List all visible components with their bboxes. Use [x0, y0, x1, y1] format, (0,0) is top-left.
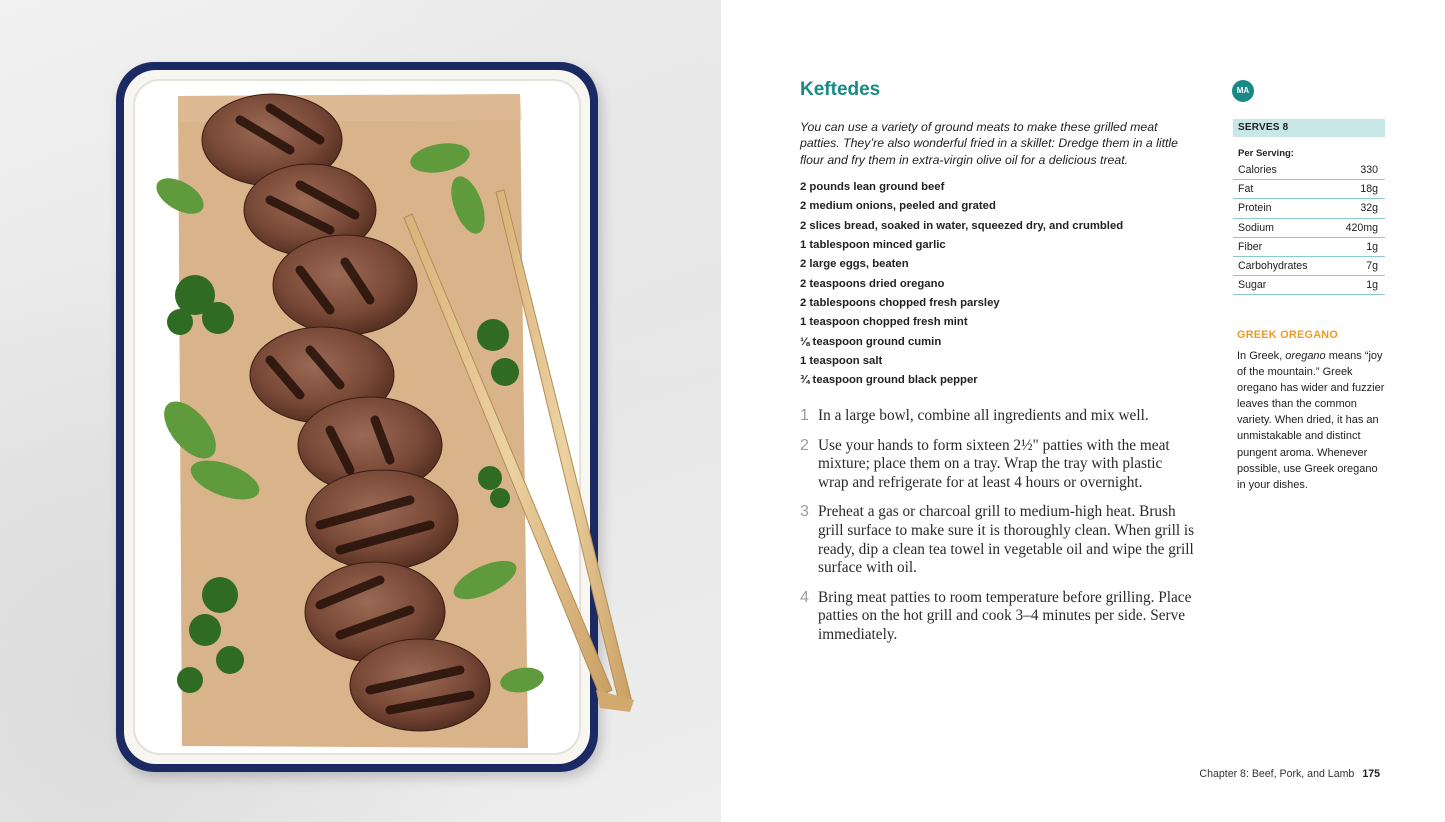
- nutrient-value: 420mg: [1345, 221, 1378, 234]
- nutrition-box: [1233, 119, 1385, 295]
- ingredient-item: ⅛ teaspoon ground cumin: [800, 335, 942, 348]
- nutrition-row: [1233, 161, 1385, 180]
- keftedes-photo-illustration: [0, 0, 721, 822]
- nutrition-table: [1233, 161, 1385, 295]
- serves-banner: SERVES 8: [1233, 119, 1385, 137]
- instruction-step: [800, 586, 1195, 645]
- step-text: Bring meat patties to room temperature before grilling. Place patties on the hot grill and cook 3–4 minutes per side. Serve immediately.: [818, 588, 1192, 643]
- nutrient-value: 1g: [1366, 279, 1378, 292]
- step-number: 4: [800, 588, 809, 606]
- ingredient-item: 2 pounds lean ground beef: [800, 181, 945, 193]
- sidebar-body: [1237, 348, 1387, 493]
- instruction-step: [800, 500, 1195, 577]
- nutrient-value: 1g: [1366, 240, 1378, 253]
- nutrient-label: Protein: [1238, 202, 1272, 215]
- instruction-step: [800, 404, 1195, 426]
- ingredient-item: 2 teaspoons dried oregano: [800, 277, 945, 290]
- page-footer: [1199, 768, 1380, 780]
- step-text: Preheat a gas or charcoal grill to medium-high heat. Brush grill surface to make sure it is thoroughly clean. When grill is ready, dip a clean tea towel in vegetable oil and wipe the grill surface with oil.: [818, 503, 1195, 577]
- instruction-step: [800, 434, 1195, 493]
- recipe-intro: You can use a variety of ground meats to make these grilled meat patties. They’re also wonderful fried in a skillet: Dredge them in a little flour and fry them in extra-virgin olive oil for a delicious treat.: [800, 120, 1178, 167]
- nutrient-label: Carbohydrates: [1238, 259, 1308, 272]
- ingredient-item: 1 teaspoon chopped fresh mint: [800, 316, 968, 329]
- nutrition-row: [1233, 238, 1385, 257]
- nutrition-row: [1233, 257, 1385, 276]
- diet-badge: MA: [1232, 80, 1254, 102]
- recipe-photo: [0, 0, 721, 822]
- ingredient-item: 2 large eggs, beaten: [800, 258, 909, 271]
- step-number: 3: [800, 503, 809, 521]
- per-serving-label: Per Serving:: [1238, 148, 1294, 159]
- step-number: 1: [800, 407, 809, 424]
- ingredient-item: 1 tablespoon minced garlic: [800, 239, 946, 252]
- sidebar-emphasis: oregano: [1285, 350, 1326, 362]
- nutrient-label: Sugar: [1238, 279, 1267, 292]
- nutrition-row: [1233, 180, 1385, 199]
- chapter-title: Chapter 8: Beef, Pork, and Lamb: [1199, 768, 1355, 780]
- sidebar-title: GREEK OREGANO: [1237, 329, 1339, 341]
- ingredients-list: [800, 178, 1200, 391]
- nutrient-value: 18g: [1360, 183, 1378, 196]
- nutrient-label: Fiber: [1238, 240, 1263, 253]
- step-number: 2: [800, 436, 809, 454]
- ingredient-item: 1 teaspoon salt: [800, 355, 883, 368]
- page-number: 175: [1362, 768, 1380, 780]
- ingredient-item: ¾ teaspoon ground black pepper: [800, 374, 978, 387]
- nutrition-row: [1233, 219, 1385, 238]
- step-text: In a large bowl, combine all ingredients and mix well.: [818, 407, 1149, 424]
- nutrient-label: Calories: [1238, 164, 1277, 176]
- ingredient-item: 2 slices bread, soaked in water, squeezed dry, and crumbled: [800, 219, 1124, 232]
- recipe-title: Keftedes: [800, 79, 881, 100]
- nutrition-row: [1233, 276, 1385, 295]
- instructions-list: [800, 404, 1195, 653]
- ingredient-item: 2 medium onions, peeled and grated: [800, 200, 996, 213]
- sidebar-text: In Greek,: [1237, 350, 1286, 362]
- step-text: Use your hands to form sixteen 2½" patties with the meat mixture; place them on a tray. Wrap the tray with plastic wrap and refrigerate for at least 4 hours or overnight.: [818, 436, 1170, 491]
- nutrient-value: 330: [1360, 164, 1378, 176]
- ingredient-item: 2 tablespoons chopped fresh parsley: [800, 297, 1000, 310]
- sidebar-text: means “joy of the mountain.” Greek oregano has wider and fuzzier leaves than the common variety. When dried, it has an unmistakable and distinct pungent aroma. Whenever possible, use Greek oregano in your dishes.: [1237, 350, 1385, 491]
- nutrition-row: [1233, 199, 1385, 218]
- nutrient-label: Sodium: [1238, 221, 1274, 234]
- nutrient-value: 32g: [1360, 202, 1378, 215]
- nutrient-value: 7g: [1366, 259, 1378, 272]
- nutrient-label: Fat: [1238, 183, 1254, 196]
